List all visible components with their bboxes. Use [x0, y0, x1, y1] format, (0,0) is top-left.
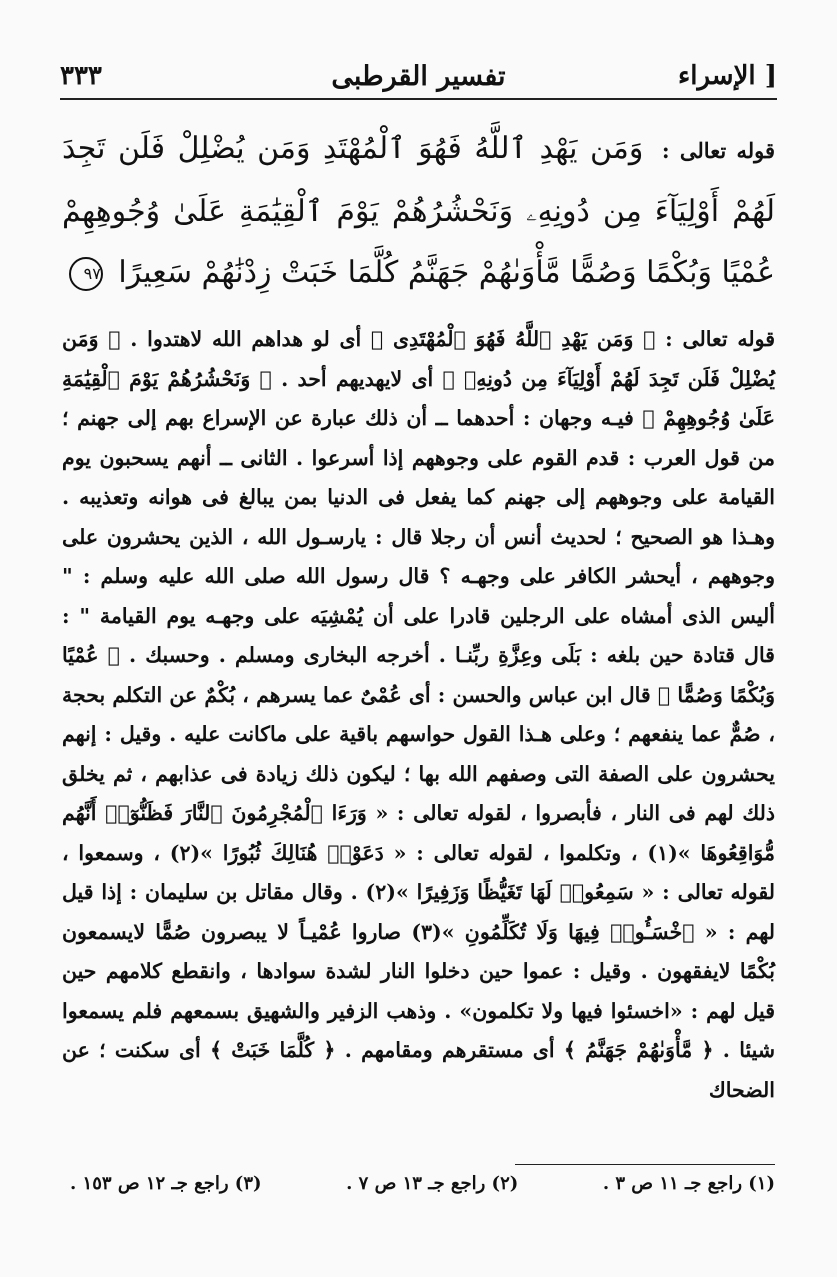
commentary-paragraph-2: فيـه وجهان : أحدهما ــ أن ذلك عبارة عن الإسراع بهم إلى جهنم ؛ من قول العرب : قدم القوم على وجوههم إذا أسرعوا . الثانى ــ أنهم يسحبون يوم القيامة على وجوههم إلى جهنم كما يفعل فى الدنيا بمن يبالغ فى هوانه وتعذيبه . وهـذا هو الصحيح ؛ لحديث أنس أن رجلا قال : يارسـول الله ، الذين يحشرون على وجوههم ، أيحشر الكافر على وجهـه ؟ قال رسول الله صلى الله عليه وسلم : " أليس الذى أمشاه على الرجلين قادرا على أن يُمْشِيَه على وجهـه يوم القيامة " : قال قتادة حين بلغه : بَلَى وعِزَّةِ ربِّنـا . أخرجه البخارى ومسلم . وحسبك . ﴿ عُمْيًا وَبُكْمًا وَصُمًّا ﴾ قال ابن عباس والحسن : أى عُمْىٌ عما يسرهم ، بُكْمٌ عن التكلم بحجة ، صُمٌّ عما ينفعهم ؛ وعلى هـذا القول حواسهم باقية على ماكانت عليه . وقيل : إنهم يحشرون على الصفة التى وصفهم الله بها ؛ ليكون ذلك زيادة فى عذابهم ، ثم يخلق ذلك لهم فى النار ، فأبصروا ، لقوله تعالى : « وَرَءَا ٱلْمُجْرِمُونَ ٱلنَّارَ فَظَنُّوٓا۟ أَنَّهُم مُّوَاقِعُوهَا »(١) ، وتكلموا ، لقوله تعالى : « دَعَوْا۟ هُنَالِكَ ثُبُورًا »(٢) ، وسمعوا ، لقوله تعالى : « سَمِعُوا۟ لَهَا تَغَيُّظًا وَزَفِيرًا »(٢) . وقال مقاتل بن سليمان : إذا قيل لهم : « ٱخْسَـُٔوا۟ فِيهَا وَلَا تُكَلِّمُونِ »(٣) صاروا عُمْيـاً لا يبصرون صُمًّا لايسمعون بُكْمًا لايفقهون . وقيل : عموا حين دخلوا النار لشدة سوادها ، وانقطع كلامهم حين قيل لهم : «اخسئوا فيها ولا تكلمون» . وذهب الزفير والشهيق بسمعهم فلم يسمعوا شيئا . ﴿ مَّأْوَىٰهُمْ جَهَنَّمُ ﴾ أى مستقرهم ومقامهم . ﴿ كُلَّمَا خَبَتْ ﴾ أى سكنت ؛ عن الضحاك — [62, 406, 776, 1102]
footnote-2: (٢) راجع جـ ١٣ ص ٧ . — [346, 1173, 519, 1194]
quran-verse — [62, 118, 775, 303]
footnotes — [70, 1173, 775, 1213]
header-rule — [60, 98, 777, 100]
verse-text: وَمَن يَهْدِ ٱللَّهُ فَهُوَ ٱلْمُهْتَدِ وَمَن يُضْلِلْ فَلَن تَجِدَ لَهُمْ أَوْلِيَآءَ مِن دُونِهِۦ وَنَحْشُرُهُمْ يَوْمَ ٱلْقِيَٰمَةِ عَلَىٰ وُجُوهِهِمْ عُمْيًا وَبُكْمًا وَصُمًّا مَّأْوَىٰهُمْ جَهَنَّمُ كُلَّمَا خَبَتْ زِدْنَٰهُمْ سَعِيرًا — [62, 131, 775, 290]
verse-lead: قوله تعالى : — [661, 138, 775, 163]
footnote-1: (١) راجع جـ ١١ ص ٣ . — [602, 1173, 775, 1194]
book-title: تفسير القرطبى — [331, 60, 506, 92]
commentary-paragraph-1: قوله تعالى : ﴿ وَمَن يَهْدِ ٱللَّهُ فَهُوَ ٱلْمُهْتَدِى ﴾ أى لو هداهم الله لاهتدوا . ﴿ وَمَن يُضْلِلْ فَلَن تَجِدَ لَهُمْ أَوْلِيَآءَ مِن دُونِهِۦ ﴾ أى لايهديهم أحد . ﴿ وَنَحْشُرُهُمْ يَوْمَ ٱلْقِيَٰمَةِ عَلَىٰ وُجُوهِهِمْ ﴾ — [62, 327, 775, 430]
verse-number-marker: ٩٧ — [69, 257, 103, 291]
page-number: ٣٣٣ — [60, 61, 102, 91]
commentary — [62, 320, 775, 1110]
page-header — [60, 55, 777, 97]
surah-name: الإسراء ] — [678, 61, 777, 91]
footnote-rule — [515, 1164, 775, 1165]
footnote-3: (٣) راجع جـ ١٢ ص ١٥٣ . — [70, 1173, 262, 1194]
